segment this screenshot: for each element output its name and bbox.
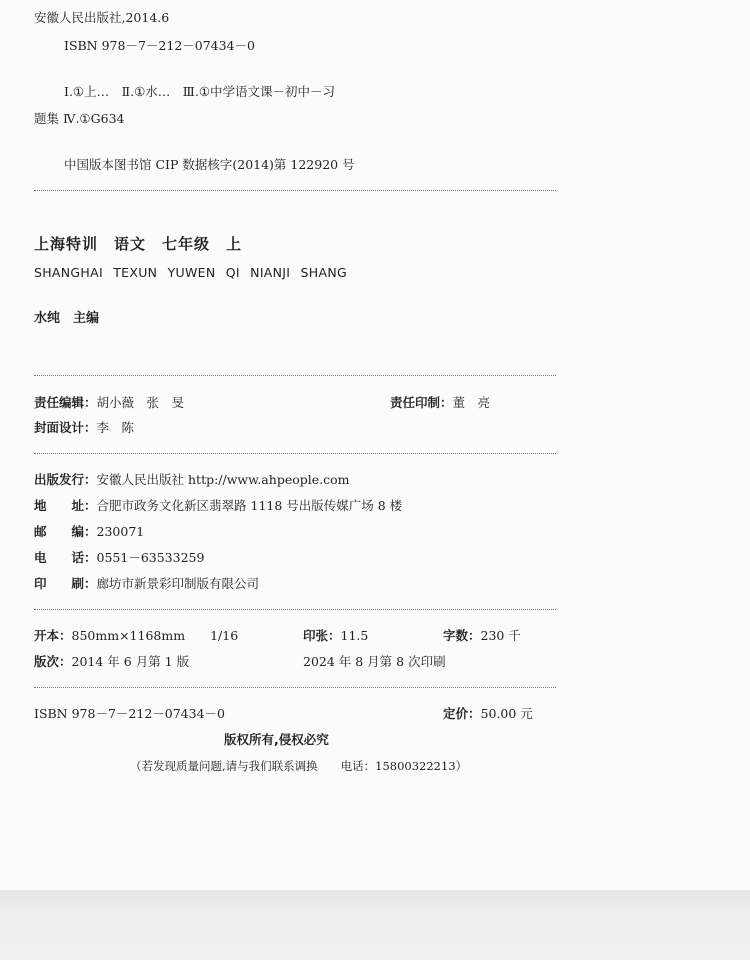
publish-row: [34, 472, 350, 488]
printing-value: 2024 年 8 月第 8 次印刷: [303, 654, 446, 669]
page-bottom-shadow: [0, 890, 750, 960]
postcode-row: [34, 524, 144, 540]
copyright-notice: 版权所有,侵权必究: [224, 732, 329, 747]
format-row: [34, 628, 238, 644]
author-editor: 水纯 主编: [34, 311, 100, 326]
responsible-print-value: 董 亮: [452, 395, 491, 410]
publish-label: 出版发行：: [34, 472, 97, 487]
edition-value: 2014 年 6 月第 1 版: [71, 654, 190, 669]
sheets-value: 11.5: [340, 628, 369, 643]
cip-isbn-line: ISBN 978－7－212－07434－0: [64, 38, 255, 53]
words-value: 230 千: [480, 628, 521, 643]
address-row: [34, 498, 402, 514]
phone-value: 0551－63533259: [96, 550, 205, 565]
printer-label: 印 刷：: [34, 576, 97, 591]
sheets-row: [303, 628, 368, 644]
sheets-label: 印张：: [303, 628, 341, 643]
phone-row: [34, 550, 204, 566]
words-label: 字数：: [443, 628, 481, 643]
divider: [34, 190, 556, 191]
cip-data-number: 中国版本图书馆 CIP 数据核字(2014)第 122920 号: [64, 157, 355, 172]
cip-classification-line: Ⅰ.①上… Ⅱ.①水… Ⅲ.①中学语文课－初中－习: [64, 84, 336, 99]
phone-label: 电 话：: [34, 550, 97, 565]
printer-value: 廊坊市新景彩印制版有限公司: [96, 576, 260, 591]
cover-design-value: 李 陈: [96, 420, 135, 435]
responsible-print-row: [390, 395, 490, 411]
footer-isbn: ISBN 978－7－212－07434－0: [34, 706, 225, 721]
divider: [34, 375, 556, 376]
words-row: [443, 628, 521, 644]
responsible-print-label: 责任印制：: [390, 395, 453, 410]
book-title: 上海特训 语文 七年级 上: [34, 235, 243, 253]
responsible-editor-row: [34, 395, 184, 411]
divider: [34, 453, 556, 454]
edition-label: 版次：: [34, 654, 72, 669]
responsible-editor-value: 胡小薇 张 旻: [96, 395, 185, 410]
format-value: 850mm×1168mm 1/16: [71, 628, 239, 643]
book-title-pinyin: SHANGHAI TEXUN YUWEN QI NIANJI SHANG: [34, 265, 347, 280]
postcode-label: 邮 编：: [34, 524, 97, 539]
divider: [34, 609, 556, 610]
address-label: 地 址：: [34, 498, 97, 513]
price-row: [443, 706, 533, 722]
edition-row: [34, 654, 189, 670]
postcode-value: 230071: [96, 524, 145, 539]
printer-row: [34, 576, 259, 592]
cover-design-row: [34, 420, 134, 436]
publish-value: 安徽人民出版社 http://www.ahpeople.com: [96, 472, 350, 487]
price-value: 50.00 元: [480, 706, 533, 721]
divider: [34, 687, 556, 688]
price-label: 定价：: [443, 706, 481, 721]
cover-design-label: 封面设计：: [34, 420, 97, 435]
quality-notice: （若发现质量问题,请与我们联系调换 电话：15800322213）: [130, 759, 468, 773]
cip-publisher-line: 安徽人民出版社,2014.6: [34, 10, 170, 25]
format-label: 开本：: [34, 628, 72, 643]
responsible-editor-label: 责任编辑：: [34, 395, 97, 410]
cip-classification-line-2: 题集 Ⅳ.①G634: [34, 111, 125, 126]
address-value: 合肥市政务文化新区翡翠路 1118 号出版传媒广场 8 楼: [96, 498, 403, 513]
